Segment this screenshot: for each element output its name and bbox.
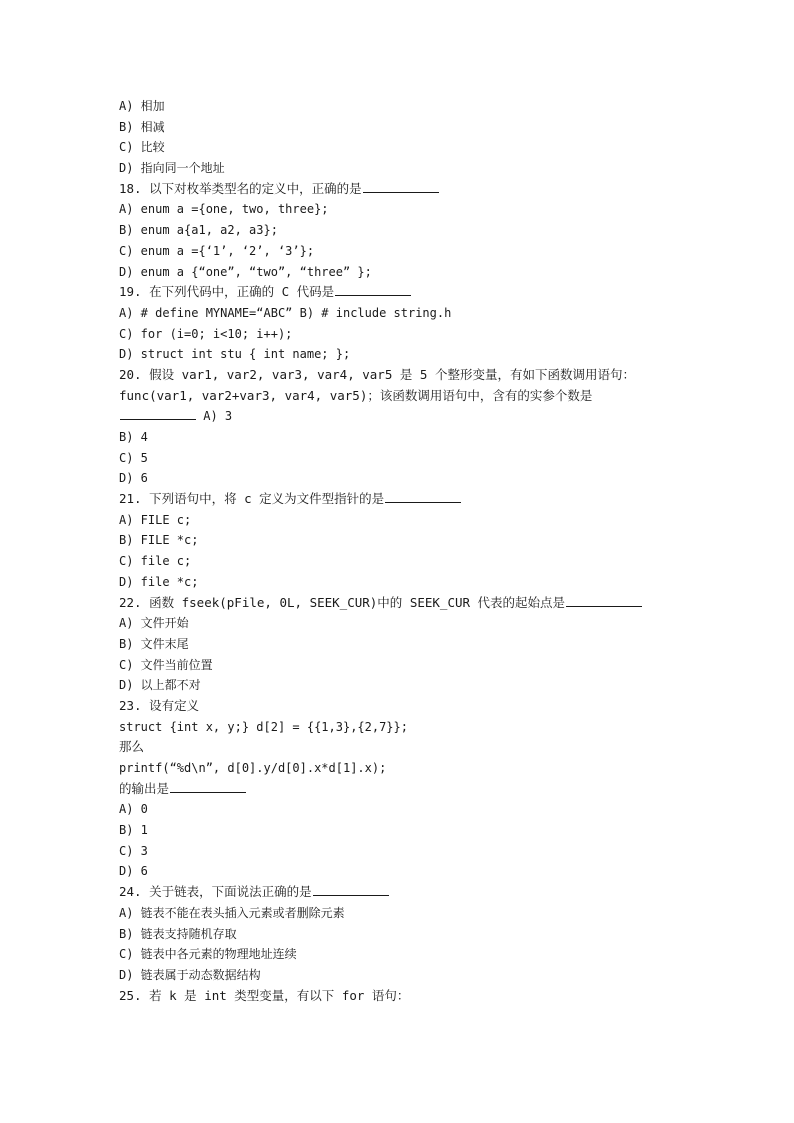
- line-text: printf(“%d\n”, d[0].y/d[0].x*d[1].x);: [119, 761, 387, 775]
- line-text: 20. 假设 var1, var2, var3, var4, var5 是 5 个整形变量，有如下函数调用语句：: [119, 366, 635, 382]
- line-text: D) 以上都不对: [119, 678, 201, 693]
- option-line: [119, 530, 679, 551]
- option-line: [119, 820, 679, 841]
- answer-blank: [335, 283, 411, 296]
- line-text: A) FILE c;: [119, 512, 192, 527]
- answer-blank: [363, 180, 439, 193]
- option-line: [119, 427, 679, 448]
- line-text: func(var1, var2+var3, var4, var5)；该函数调用语句中，含有的实参个数是: [119, 387, 593, 403]
- line-text: C) 链表中各元素的物理地址连续: [119, 947, 297, 962]
- line-text: D) 6: [119, 471, 148, 486]
- option-line: [119, 965, 679, 986]
- option-line: [119, 344, 679, 365]
- option-line: [119, 262, 679, 283]
- option-line: [119, 448, 679, 469]
- document-page: [119, 96, 679, 1006]
- line-text: B) 相减: [119, 119, 165, 134]
- option-line: [119, 137, 679, 158]
- line-text: C) 文件当前位置: [119, 657, 213, 672]
- question-line: [119, 986, 679, 1007]
- line-text: 18. 以下对枚举类型名的定义中，正确的是: [119, 180, 362, 196]
- question-line: [119, 696, 679, 717]
- line-text: A) 0: [119, 802, 148, 817]
- option-line: [119, 303, 679, 324]
- line-text: A) 文件开始: [119, 616, 189, 631]
- question-line: [119, 282, 679, 303]
- option-line: [119, 572, 679, 593]
- option-line: [119, 903, 679, 924]
- option-line: [119, 675, 679, 696]
- line-text: A) 链表不能在表头插入元素或者删除元素: [119, 905, 345, 920]
- question-line: [119, 593, 679, 614]
- line-text: D) file *c;: [119, 574, 199, 589]
- line-text: B) FILE *c;: [119, 533, 199, 548]
- line-text: D) enum a {“one”, “two”, “three” };: [119, 264, 372, 279]
- line-text: 25. 若 k 是 int 类型变量，有以下 for 语句：: [119, 987, 410, 1003]
- line-text: A) enum a ={one, two, three};: [119, 202, 329, 217]
- line-text: D) 6: [119, 864, 148, 879]
- line-text: C) 比较: [119, 140, 165, 155]
- line-text: B) 1: [119, 823, 148, 838]
- question-line: [119, 365, 679, 386]
- line-text: C) 3: [119, 843, 148, 858]
- line-text: 24. 关于链表，下面说法正确的是: [119, 884, 312, 900]
- answer-blank: [170, 780, 246, 793]
- line-text: A) # define MYNAME=“ABC” B) # include string.h: [119, 305, 452, 320]
- answer-blank: [120, 407, 196, 420]
- option-line: [119, 117, 679, 138]
- option-line: [119, 406, 679, 427]
- question-line: [119, 737, 679, 758]
- line-text: B) 文件末尾: [119, 636, 189, 651]
- line-text: struct {int x, y;} d[2] = {{1,3},{2,7}};: [119, 719, 408, 734]
- option-line: [119, 613, 679, 634]
- answer-blank: [566, 594, 642, 607]
- line-text: 的输出是: [119, 780, 170, 796]
- line-text: 19. 在下列代码中，正确的 C 代码是: [119, 284, 335, 300]
- line-text: C) file c;: [119, 554, 192, 569]
- line-text: D) 指向同一个地址: [119, 161, 225, 176]
- option-line: [119, 924, 679, 945]
- option-line: [119, 199, 679, 220]
- option-line: [119, 758, 679, 779]
- question-line: [119, 882, 679, 903]
- line-text: 22. 函数 fseek(pFile, 0L, SEEK_CUR)中的 SEEK_CUR 代表的起始点是: [119, 594, 566, 610]
- question-line: [119, 386, 679, 407]
- option-line: [119, 861, 679, 882]
- option-line: [119, 799, 679, 820]
- option-line: [119, 324, 679, 345]
- line-text: 21. 下列语句中，将 c 定义为文件型指针的是: [119, 491, 385, 507]
- question-line: [119, 489, 679, 510]
- line-text: C) 5: [119, 450, 148, 465]
- option-line: [119, 551, 679, 572]
- option-line: [119, 510, 679, 531]
- question-line: [119, 779, 679, 800]
- option-line: [119, 468, 679, 489]
- line-text: D) struct int stu { int name; };: [119, 347, 351, 362]
- line-text: D) 链表属于动态数据结构: [119, 967, 261, 982]
- option-line: [119, 634, 679, 655]
- option-line: [119, 655, 679, 676]
- line-text: 那么: [119, 739, 145, 755]
- question-line: [119, 179, 679, 200]
- option-line: [119, 220, 679, 241]
- line-text: C) for (i=0; i<10; i++);: [119, 326, 293, 341]
- answer-blank: [313, 883, 389, 896]
- option-line: [119, 841, 679, 862]
- answer-blank: [385, 490, 461, 503]
- line-text: C) enum a ={‘1’, ‘2’, ‘3’};: [119, 243, 315, 258]
- line-text: B) enum a{a1, a2, a3};: [119, 223, 278, 238]
- option-line: [119, 944, 679, 965]
- option-line: [119, 96, 679, 117]
- option-line: [119, 158, 679, 179]
- option-line: [119, 241, 679, 262]
- line-text: A) 3: [196, 409, 233, 424]
- line-text: A) 相加: [119, 99, 165, 113]
- line-text: B) 链表支持随机存取: [119, 926, 237, 941]
- line-text: 23. 设有定义: [119, 697, 200, 713]
- option-line: [119, 717, 679, 738]
- line-text: B) 4: [119, 430, 148, 444]
